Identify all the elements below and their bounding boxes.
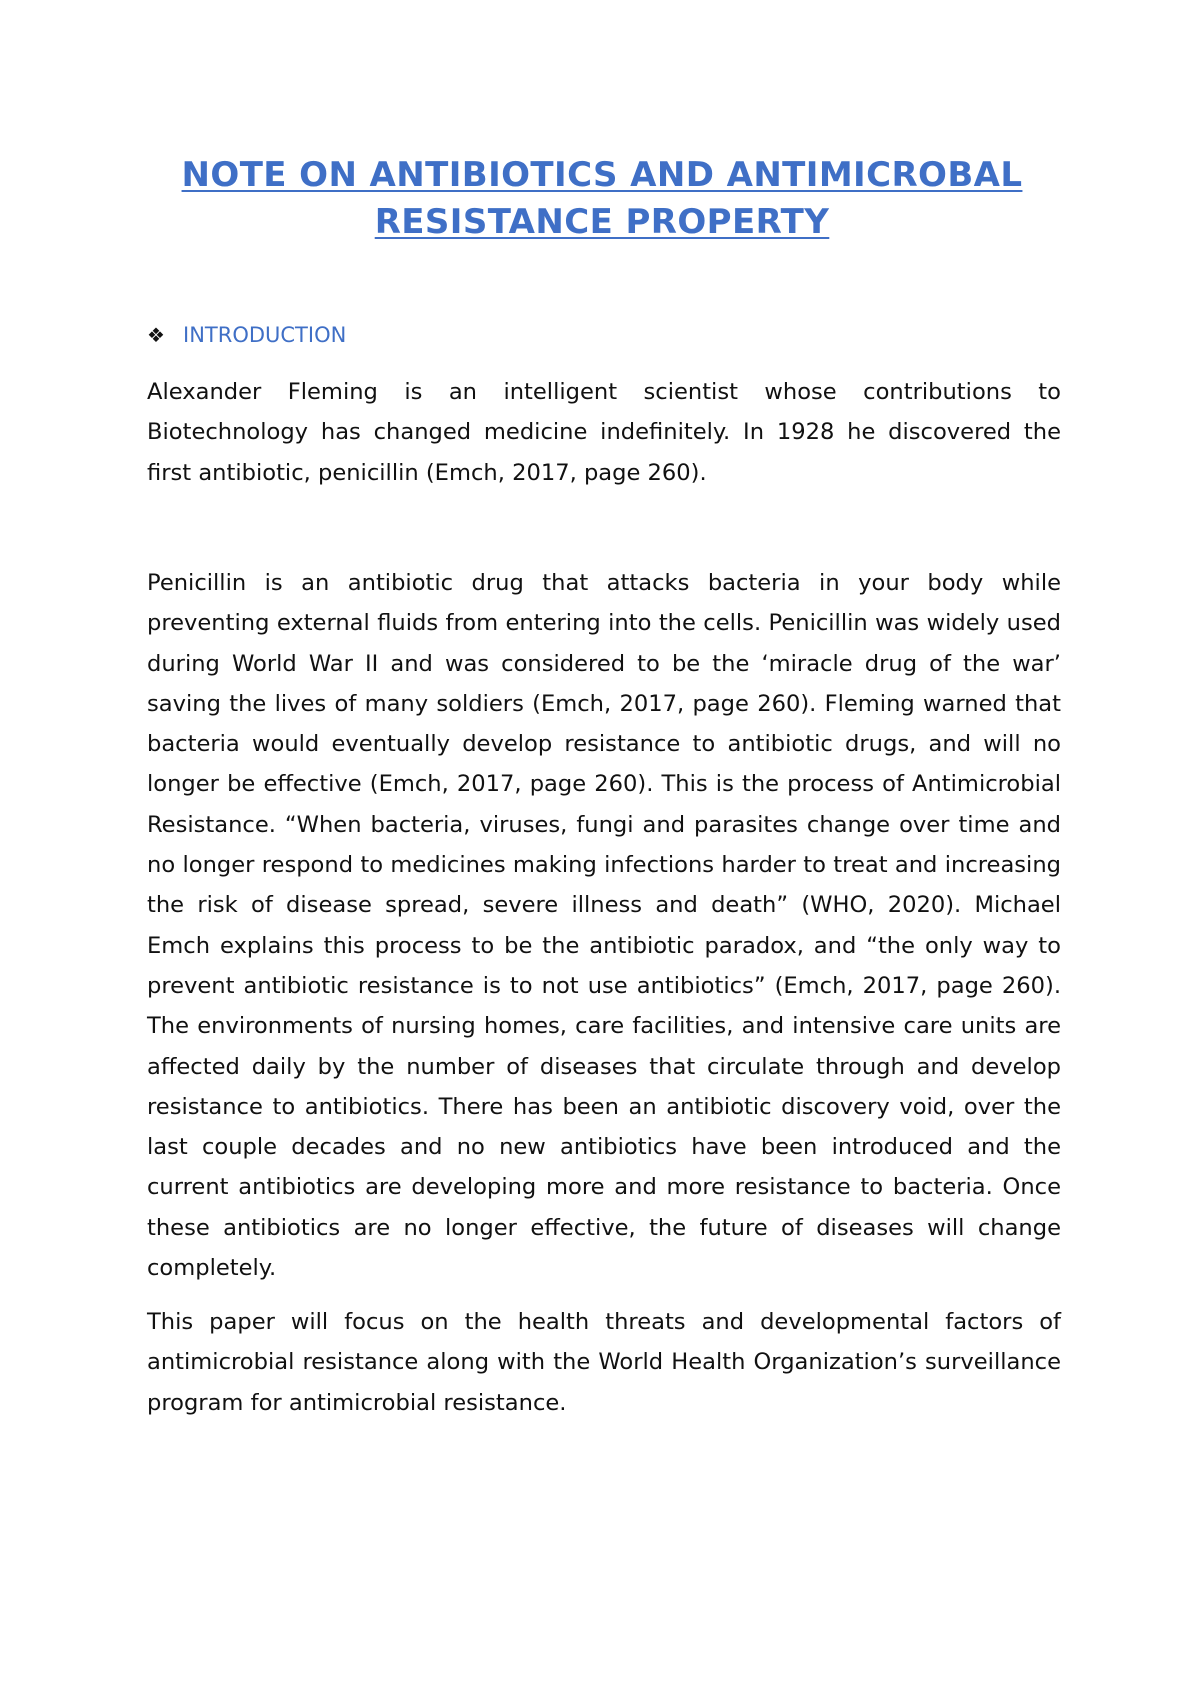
paragraph-intro: Alexander Fleming is an intelligent scientist whose contributions to Biotechnology has changed medicine indefinitely. In 1928 he discovered the first antibiotic, penicillin (Emch, 2017, page 260). xyxy=(147,379,1061,486)
section-heading-introduction xyxy=(147,320,346,350)
diamond-bullet-icon: ❖ xyxy=(147,323,165,347)
document-title: NOTE ON ANTIBIOTICS AND ANTIMICROBAL RESISTANCE PROPERTY xyxy=(181,155,1023,242)
section-heading-label: INTRODUCTION xyxy=(183,323,347,347)
paragraph-scope: This paper will focus on the health threats and developmental factors of antimicrobial resistance along with the World Health Organization’s surveillance program for antimicrobial resistance. xyxy=(147,1309,1061,1416)
paragraph-penicillin: Penicillin is an antibiotic drug that attacks bacteria in your body while preventing external fluids from entering into the cells. Penicillin was widely used during World War II and was considered to be the ‘miracle drug of the war’ saving the lives of many soldiers (Emch, 2017, page 260). Fleming warned that bacteria would eventually develop resistance to antibiotic drugs, and will no longer be effective (Emch, 2017, page 260). This is the process of Antimicrobial Resistance. “When bacteria, viruses, fungi and parasites change over time and no longer respond to medicines making infections harder to treat and increasing the risk of disease spread, severe illness and death” (WHO, 2020). Michael Emch explains this process to be the antibiotic paradox, and “the only way to prevent antibiotic resistance is to not use antibiotics” (Emch, 2017, page 260). The environments of nursing homes, care facilities, and intensive care units are affected daily by the number of diseases that circulate through and develop resistance to antibiotics. There has been an antibiotic discovery void, over the last couple decades and no new antibiotics have been introduced and the current antibiotics are developing more and more resistance to bacteria. Once these antibiotics are no longer effective, the future of diseases will change completely. xyxy=(147,570,1061,1282)
